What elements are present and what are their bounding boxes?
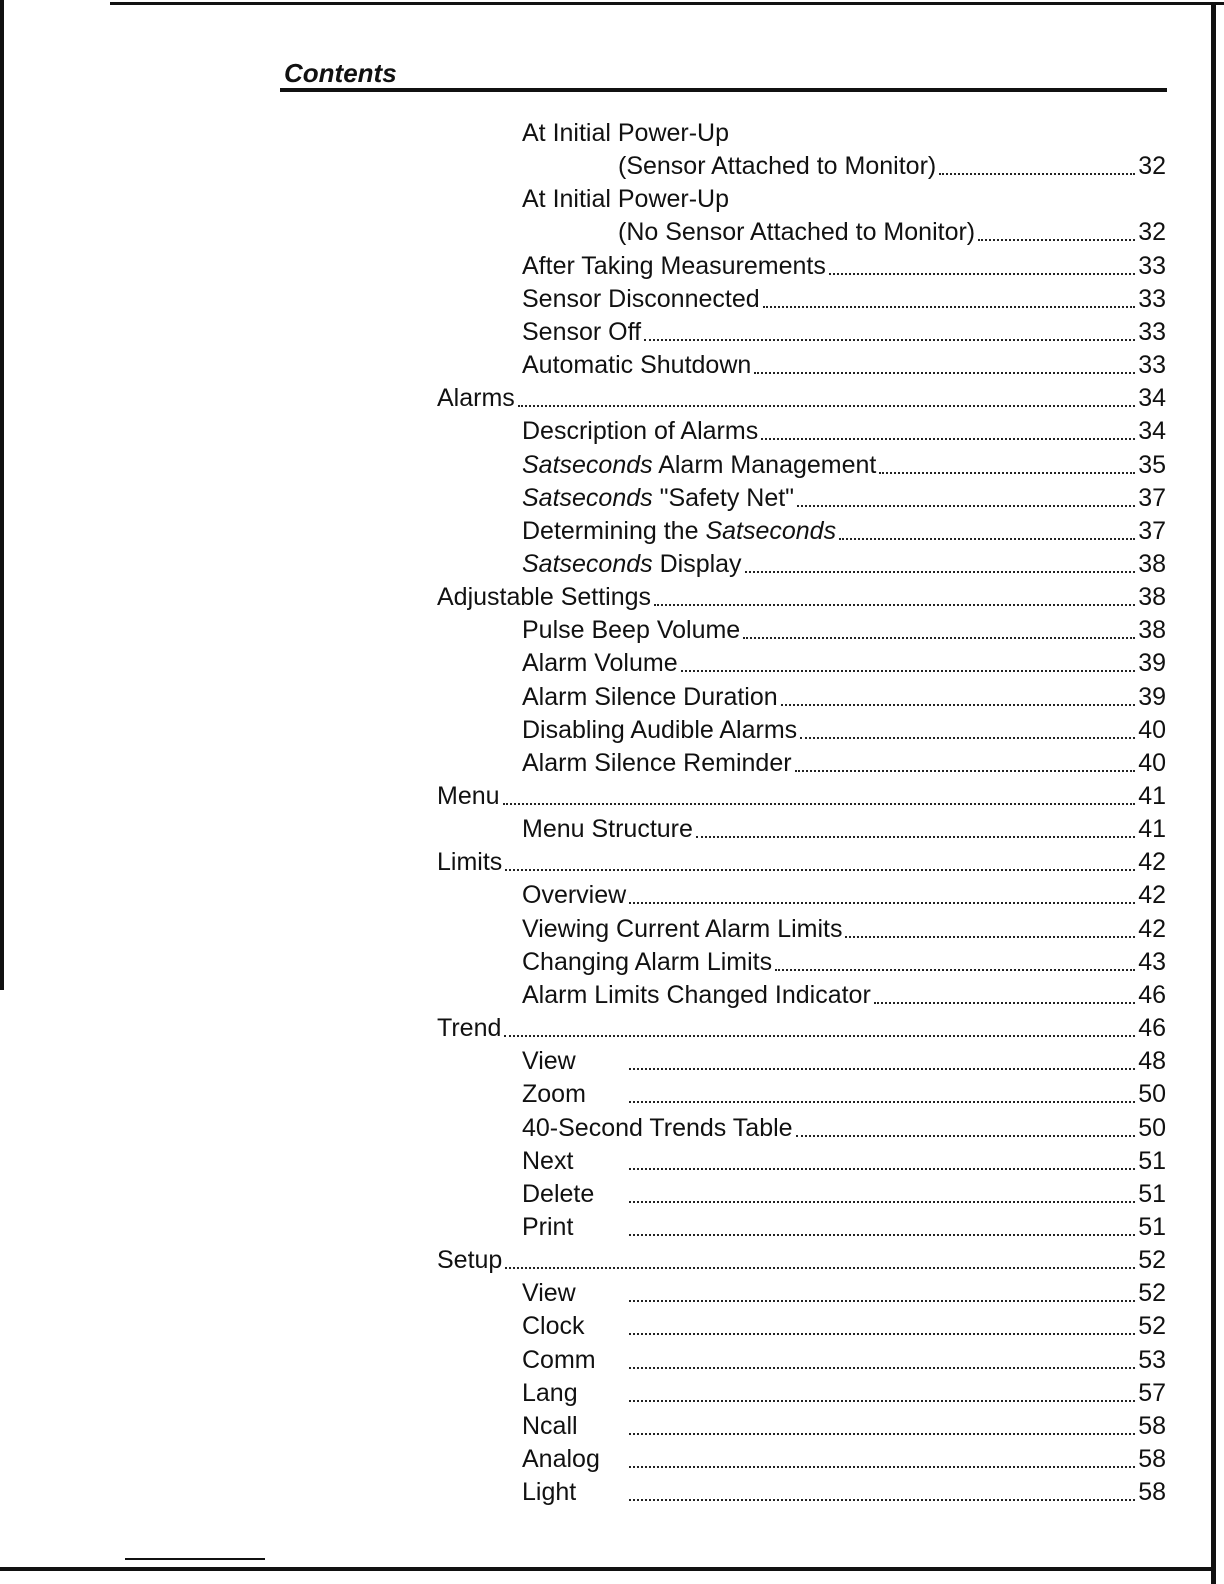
toc-entry-row[interactable] <box>522 1044 1166 1076</box>
toc-page-number: 32 <box>1138 152 1166 181</box>
dot-leader <box>629 1068 1135 1070</box>
toc-page-number: 32 <box>1138 218 1166 247</box>
dot-leader <box>629 1101 1135 1103</box>
toc-entry-title: After Taking Measurements <box>522 251 826 280</box>
toc-entry-row[interactable] <box>522 812 1166 844</box>
toc-page-number: 57 <box>1138 1378 1166 1407</box>
toc-entry-title: Satseconds Alarm Management <box>522 450 877 479</box>
toc-entry-row[interactable] <box>522 448 1166 480</box>
toc-entry-title: Trend <box>437 1014 502 1043</box>
toc-entry-title: Disabling Audible Alarms <box>522 715 798 744</box>
toc-entry-title: Comm <box>522 1345 596 1374</box>
dot-leader <box>978 239 1135 241</box>
toc-entry-title: Alarm Limits Changed Indicator <box>522 980 871 1009</box>
dot-leader <box>629 1466 1135 1468</box>
dot-leader <box>796 1135 1136 1137</box>
dot-leader <box>681 670 1136 672</box>
toc-page-number: 58 <box>1138 1445 1166 1473</box>
page-title: Contents <box>284 58 397 88</box>
dot-leader <box>644 339 1135 341</box>
toc-entry-row[interactable] <box>522 1343 1166 1375</box>
toc-page-number: 52 <box>1138 1279 1166 1308</box>
toc-page-number: 50 <box>1138 1080 1166 1109</box>
toc-entry-row[interactable] <box>522 1475 1166 1507</box>
toc-page-number: 42 <box>1138 881 1166 910</box>
toc-page-number: 39 <box>1138 682 1166 711</box>
toc-entry-row[interactable] <box>522 1077 1166 1109</box>
footer-mark <box>125 1558 265 1560</box>
toc-entry-title: Analog <box>522 1445 600 1473</box>
toc-entry-title: Viewing Current Alarm Limits <box>522 914 843 943</box>
toc-page-number: 34 <box>1138 384 1166 413</box>
dot-leader <box>629 1201 1135 1203</box>
toc-entry-title: Setup <box>437 1246 503 1275</box>
toc-entry-row[interactable] <box>522 680 1166 712</box>
dot-leader <box>781 704 1136 706</box>
toc-page-number: 35 <box>1138 450 1166 479</box>
dot-leader <box>629 1234 1135 1236</box>
toc-page-number: 41 <box>1138 815 1166 844</box>
page-border-left <box>0 0 4 990</box>
dot-leader <box>763 306 1136 308</box>
toc-entry-title: Zoom <box>522 1080 586 1109</box>
dot-leader <box>761 438 1135 440</box>
toc-entry-row[interactable] <box>522 878 1166 910</box>
toc-entry-title: Lang <box>522 1378 578 1407</box>
toc-page-number: 51 <box>1138 1179 1166 1208</box>
toc-entry-title: (Sensor Attached to Monitor) <box>618 152 937 181</box>
toc-section-row[interactable] <box>437 845 1166 877</box>
toc-entry-row[interactable] <box>522 414 1166 446</box>
toc-page-number: 42 <box>1138 848 1166 877</box>
toc-page-number: 51 <box>1138 1212 1166 1241</box>
toc-entry-row[interactable] <box>522 1309 1166 1341</box>
toc-page-number: 52 <box>1138 1246 1166 1275</box>
toc-entry-title: (No Sensor Attached to Monitor) <box>618 218 976 247</box>
dot-leader <box>654 604 1135 606</box>
dot-leader <box>504 1035 1135 1037</box>
toc-entry-title: Sensor Disconnected <box>522 284 760 313</box>
toc-entry-row[interactable] <box>522 282 1166 314</box>
dot-leader <box>939 173 1135 175</box>
toc-entry-title: Alarm Silence Duration <box>522 682 778 711</box>
toc-section-row[interactable] <box>437 779 1166 811</box>
toc-entry-row[interactable] <box>522 481 1166 513</box>
toc-page-number: 33 <box>1138 284 1166 313</box>
toc-page-number: 38 <box>1138 616 1166 645</box>
toc-page-number: 33 <box>1138 251 1166 280</box>
dot-leader <box>797 505 1135 507</box>
dot-leader <box>845 936 1135 938</box>
toc-entry-title: Adjustable Settings <box>437 583 652 612</box>
toc-page-number: 40 <box>1138 715 1166 744</box>
toc-entry-row[interactable] <box>522 547 1166 579</box>
toc-entry-title: Ncall <box>522 1411 578 1440</box>
toc-entry-row[interactable] <box>522 1276 1166 1308</box>
toc-section-row[interactable] <box>437 381 1166 413</box>
toc-page-number: 52 <box>1138 1312 1166 1341</box>
dot-leader <box>800 737 1135 739</box>
dot-leader <box>629 1367 1136 1369</box>
toc-entry-title: Next <box>522 1146 574 1175</box>
dot-leader <box>629 902 1135 904</box>
toc-page-number: 33 <box>1138 317 1166 346</box>
toc-entry-title: Changing Alarm Limits <box>522 947 773 976</box>
toc-entry-title: Menu <box>437 782 500 810</box>
toc-entry-row[interactable] <box>522 249 1166 281</box>
dot-leader <box>518 405 1135 407</box>
toc-page-number: 43 <box>1138 947 1166 976</box>
toc-entry-title: Description of Alarms <box>522 417 759 446</box>
toc-entry-title: Pulse Beep Volume <box>522 616 741 645</box>
dot-leader <box>743 637 1135 639</box>
toc-entry-row[interactable] <box>522 315 1166 347</box>
dot-leader <box>696 836 1135 838</box>
toc-entry-row[interactable] <box>522 912 1166 944</box>
toc-entry-row[interactable] <box>522 514 1166 546</box>
toc-entry-row[interactable] <box>522 1376 1166 1408</box>
toc-entry-row[interactable] <box>522 182 1166 214</box>
toc-page-number: 50 <box>1138 1113 1166 1142</box>
toc-entry-title: View <box>522 1047 576 1076</box>
toc-entry-row[interactable] <box>522 713 1166 745</box>
toc-entry-row[interactable] <box>522 613 1166 645</box>
toc-entry-title: At Initial Power-Up <box>522 185 730 214</box>
toc-page-number: 37 <box>1138 483 1166 512</box>
toc-entry-row[interactable] <box>618 215 1166 247</box>
dot-leader <box>879 472 1135 474</box>
toc-entry-title: 40-Second Trends Table <box>522 1113 793 1142</box>
page-border-bottom <box>0 1567 1216 1571</box>
toc-page-number: 39 <box>1138 649 1166 678</box>
toc-page-number: 51 <box>1138 1146 1166 1175</box>
toc-entry-row[interactable] <box>522 1144 1166 1176</box>
toc-entry-row[interactable] <box>522 1177 1166 1209</box>
toc-entry-row[interactable] <box>522 1409 1166 1441</box>
toc-page-number: 53 <box>1138 1345 1166 1374</box>
toc-entry-title: Determining the Satseconds <box>522 516 837 545</box>
dot-leader <box>839 538 1135 540</box>
dot-leader <box>795 770 1136 772</box>
toc-page-number: 38 <box>1138 583 1166 612</box>
dot-leader <box>629 1333 1136 1335</box>
toc-entry-title: At Initial Power-Up <box>522 119 730 147</box>
dot-leader <box>629 1300 1135 1302</box>
toc-section-row[interactable] <box>437 1011 1166 1043</box>
page-border-right <box>1211 2 1216 1584</box>
toc-page-number: 33 <box>1138 351 1166 380</box>
title-rule <box>280 88 1167 92</box>
dot-leader <box>505 1267 1135 1269</box>
toc-page-number: 48 <box>1138 1047 1166 1076</box>
toc-page-number: 46 <box>1138 1014 1166 1043</box>
toc-entry-title: Clock <box>522 1312 585 1341</box>
toc-entry-title: Alarm Volume <box>522 649 678 678</box>
toc-entry-title: Delete <box>522 1179 595 1208</box>
toc-entry-title: View <box>522 1279 576 1308</box>
dot-leader <box>745 571 1136 573</box>
toc-entry-row[interactable] <box>522 978 1166 1010</box>
toc-entry-title: Alarm Silence Reminder <box>522 748 792 777</box>
toc-entry-title: Satseconds "Safety Net" <box>522 483 795 512</box>
toc-entry-row[interactable] <box>522 1210 1166 1242</box>
toc-entry-row[interactable] <box>618 149 1166 181</box>
toc-page-number: 34 <box>1138 417 1166 446</box>
toc-entry-title: Limits <box>437 848 503 877</box>
dot-leader <box>503 803 1136 805</box>
dot-leader <box>629 1499 1135 1501</box>
toc-entry-row[interactable] <box>522 945 1166 977</box>
toc-entry-row[interactable] <box>522 116 1166 148</box>
toc-section-row[interactable] <box>437 580 1166 612</box>
toc-page-number: 58 <box>1138 1411 1166 1440</box>
dot-leader <box>829 273 1135 275</box>
toc-section-row[interactable] <box>437 1243 1166 1275</box>
toc-entry-row[interactable] <box>522 348 1166 380</box>
dot-leader <box>874 1002 1135 1004</box>
toc-entry-row[interactable] <box>522 746 1166 778</box>
dot-leader <box>754 372 1135 374</box>
toc-entry-row[interactable] <box>522 1111 1166 1143</box>
toc-page-number: 40 <box>1138 748 1166 777</box>
toc-page-number: 38 <box>1138 549 1166 578</box>
toc-page-number: 41 <box>1138 782 1166 810</box>
toc-page-number: 42 <box>1138 914 1166 943</box>
toc-entry-title: Overview <box>522 881 627 910</box>
dot-leader <box>629 1433 1136 1435</box>
page-border-top <box>110 2 1224 5</box>
dot-leader <box>505 869 1135 871</box>
toc-entry-title: Menu Structure <box>522 815 693 844</box>
dot-leader <box>629 1400 1136 1402</box>
toc-entry-title: Automatic Shutdown <box>522 351 752 380</box>
toc-entry-row[interactable] <box>522 1442 1166 1474</box>
toc-entry-row[interactable] <box>522 646 1166 678</box>
toc-page-number: 37 <box>1138 516 1166 545</box>
toc-page-number: 58 <box>1138 1478 1166 1507</box>
toc-entry-title: Print <box>522 1212 574 1241</box>
toc-page-number: 46 <box>1138 980 1166 1009</box>
dot-leader <box>775 969 1135 971</box>
toc-entry-title: Sensor Off <box>522 317 642 346</box>
dot-leader <box>629 1168 1135 1170</box>
toc-entry-title: Satseconds Display <box>522 549 742 578</box>
toc-entry-title: Light <box>522 1478 577 1507</box>
toc-entry-title: Alarms <box>437 384 515 413</box>
